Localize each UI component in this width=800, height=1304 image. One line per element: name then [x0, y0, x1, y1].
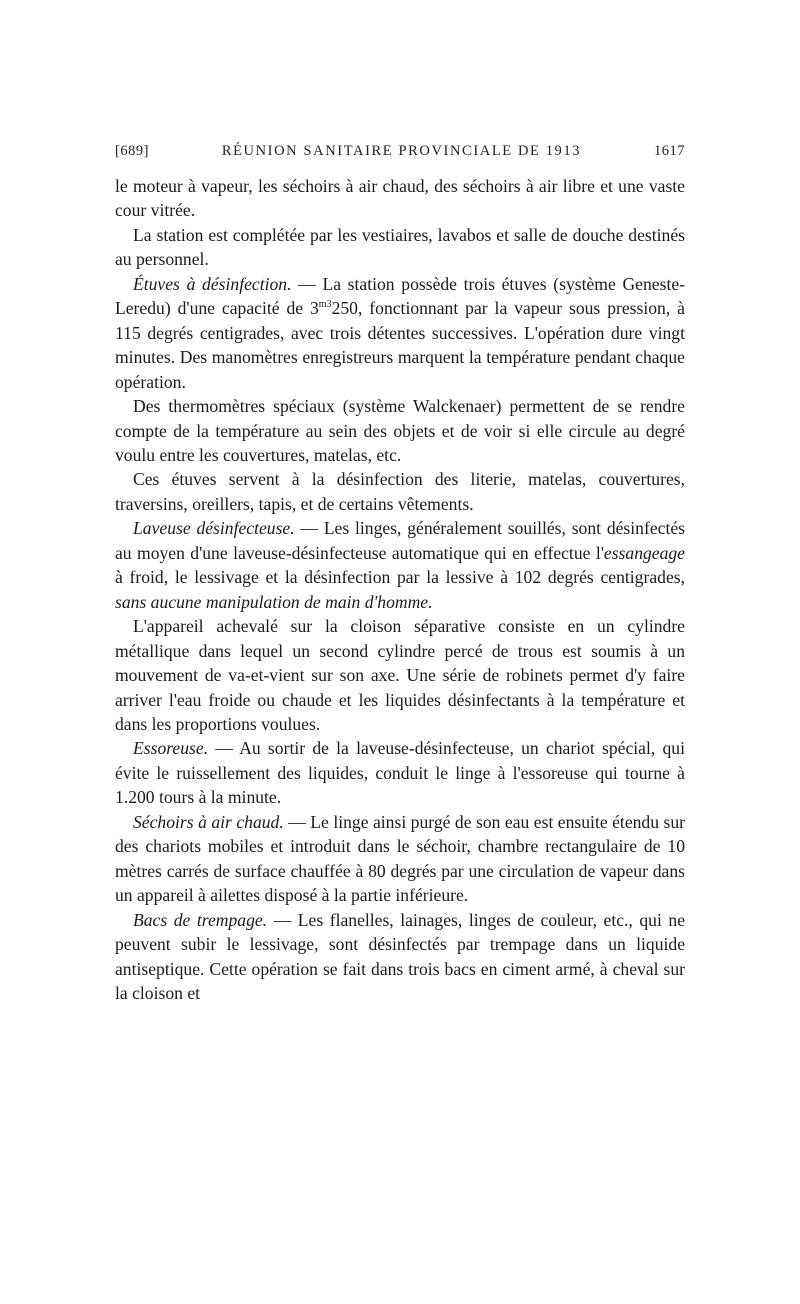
text-segment: — Les flanelles, lainages, linges de couleur, etc., qui ne peuvent subir le lessivage, sont désinfectés par trempage dans un liquide antiseptique. Cette opération se fait dans trois bacs en ciment armé, à cheval sur la cloison et: [115, 909, 685, 1003]
text-segment: Des thermomètres spéciaux (système Walckenaer) permettent de se rendre compte de la température au sein des objets et de voir si elle circule au degré voulu entre les couvertures, matelas, etc.: [115, 396, 685, 465]
text-segment: La station est complétée par les vestiaires, lavabos et salle de douche destinés au personnel.: [115, 224, 685, 270]
italic-text: essangeage: [603, 542, 685, 563]
paragraph: [115, 810, 685, 908]
italic-text: sans aucune manipulation de main d'homme.: [115, 591, 433, 612]
paragraph: [115, 394, 685, 467]
text-segment: — Le linge ainsi purgé de son eau est ensuite étendu sur des chariots mobiles et introduit dans le séchoir, chambre rectangulaire de 10 mètres carrés de surface chauffée à 80 degrés par une circulation de vapeur dans un appareil à ailettes disposé à la partie inférieure.: [115, 811, 685, 906]
text-segment: à froid, le lessivage et la désinfection par la lessive à 102 degrés centigrades,: [115, 567, 685, 588]
page-reference: [689]: [115, 143, 149, 159]
italic-text: Bacs de trempage.: [133, 909, 268, 930]
paragraph: [115, 223, 685, 272]
text-segment: Ces étuves servent à la désinfection des literie, matelas, couvertures, traversins, oreillers, tapis, et de certains vêtements.: [115, 469, 685, 514]
paragraph: [115, 614, 685, 736]
unit-superscript: m3: [318, 299, 332, 311]
paragraph: [115, 736, 685, 809]
paragraph: [115, 908, 685, 1006]
italic-text: Laveuse désinfecteuse.: [133, 518, 295, 539]
text-segment: 250, fonctionnant par la vapeur sous pression, à 115 degrés centigrades, avec trois détentes successives. L'opération dure vingt minutes. Des manomètres enregistreurs marquent la température pendant chaque opération.: [115, 298, 685, 392]
italic-text: Étuves à désinfection.: [133, 273, 292, 294]
page-number: 1617: [654, 143, 685, 159]
text-segment: — La station possède trois étuves (système Geneste-Leredu) d'une capacité de 3: [115, 273, 686, 319]
text-segment: L'appareil achevalé sur la cloison séparative consiste en un cylindre métallique dans lequel un second cylindre percé de trous est soumis à un mouvement de va-et-vient sur son axe. Une série de robinets permet d'y faire arriver l'eau froide ou chaude et les liquides désinfectants à la température et dans les proportions voulues.: [115, 616, 685, 734]
paragraph: [115, 467, 685, 516]
italic-text: Essoreuse.: [133, 738, 209, 759]
italic-text: Séchoirs à air chaud.: [133, 811, 284, 832]
paragraph: [115, 516, 685, 614]
text-segment: — Au sortir de la laveuse-désinfecteuse, un chariot spécial, qui évite le ruissellement des liquides, conduit le linge à l'essoreuse qui tourne à 1.200 tours à la minute.: [115, 738, 685, 808]
body-text: [115, 174, 685, 1005]
paragraph: [115, 272, 685, 394]
running-title: RÉUNION SANITAIRE PROVINCIALE DE 1913: [221, 143, 582, 159]
text-segment: le moteur à vapeur, les séchoirs à air chaud, des séchoirs à air libre et une vaste cour vitrée.: [115, 176, 685, 221]
running-header: [115, 143, 685, 160]
paragraph: [115, 174, 685, 223]
text-segment: — Les linges, généralement souillés, sont désinfectés au moyen d'une laveuse-désinfecteuse automatique qui en effectue l': [115, 518, 685, 563]
document-page: [115, 143, 685, 1005]
